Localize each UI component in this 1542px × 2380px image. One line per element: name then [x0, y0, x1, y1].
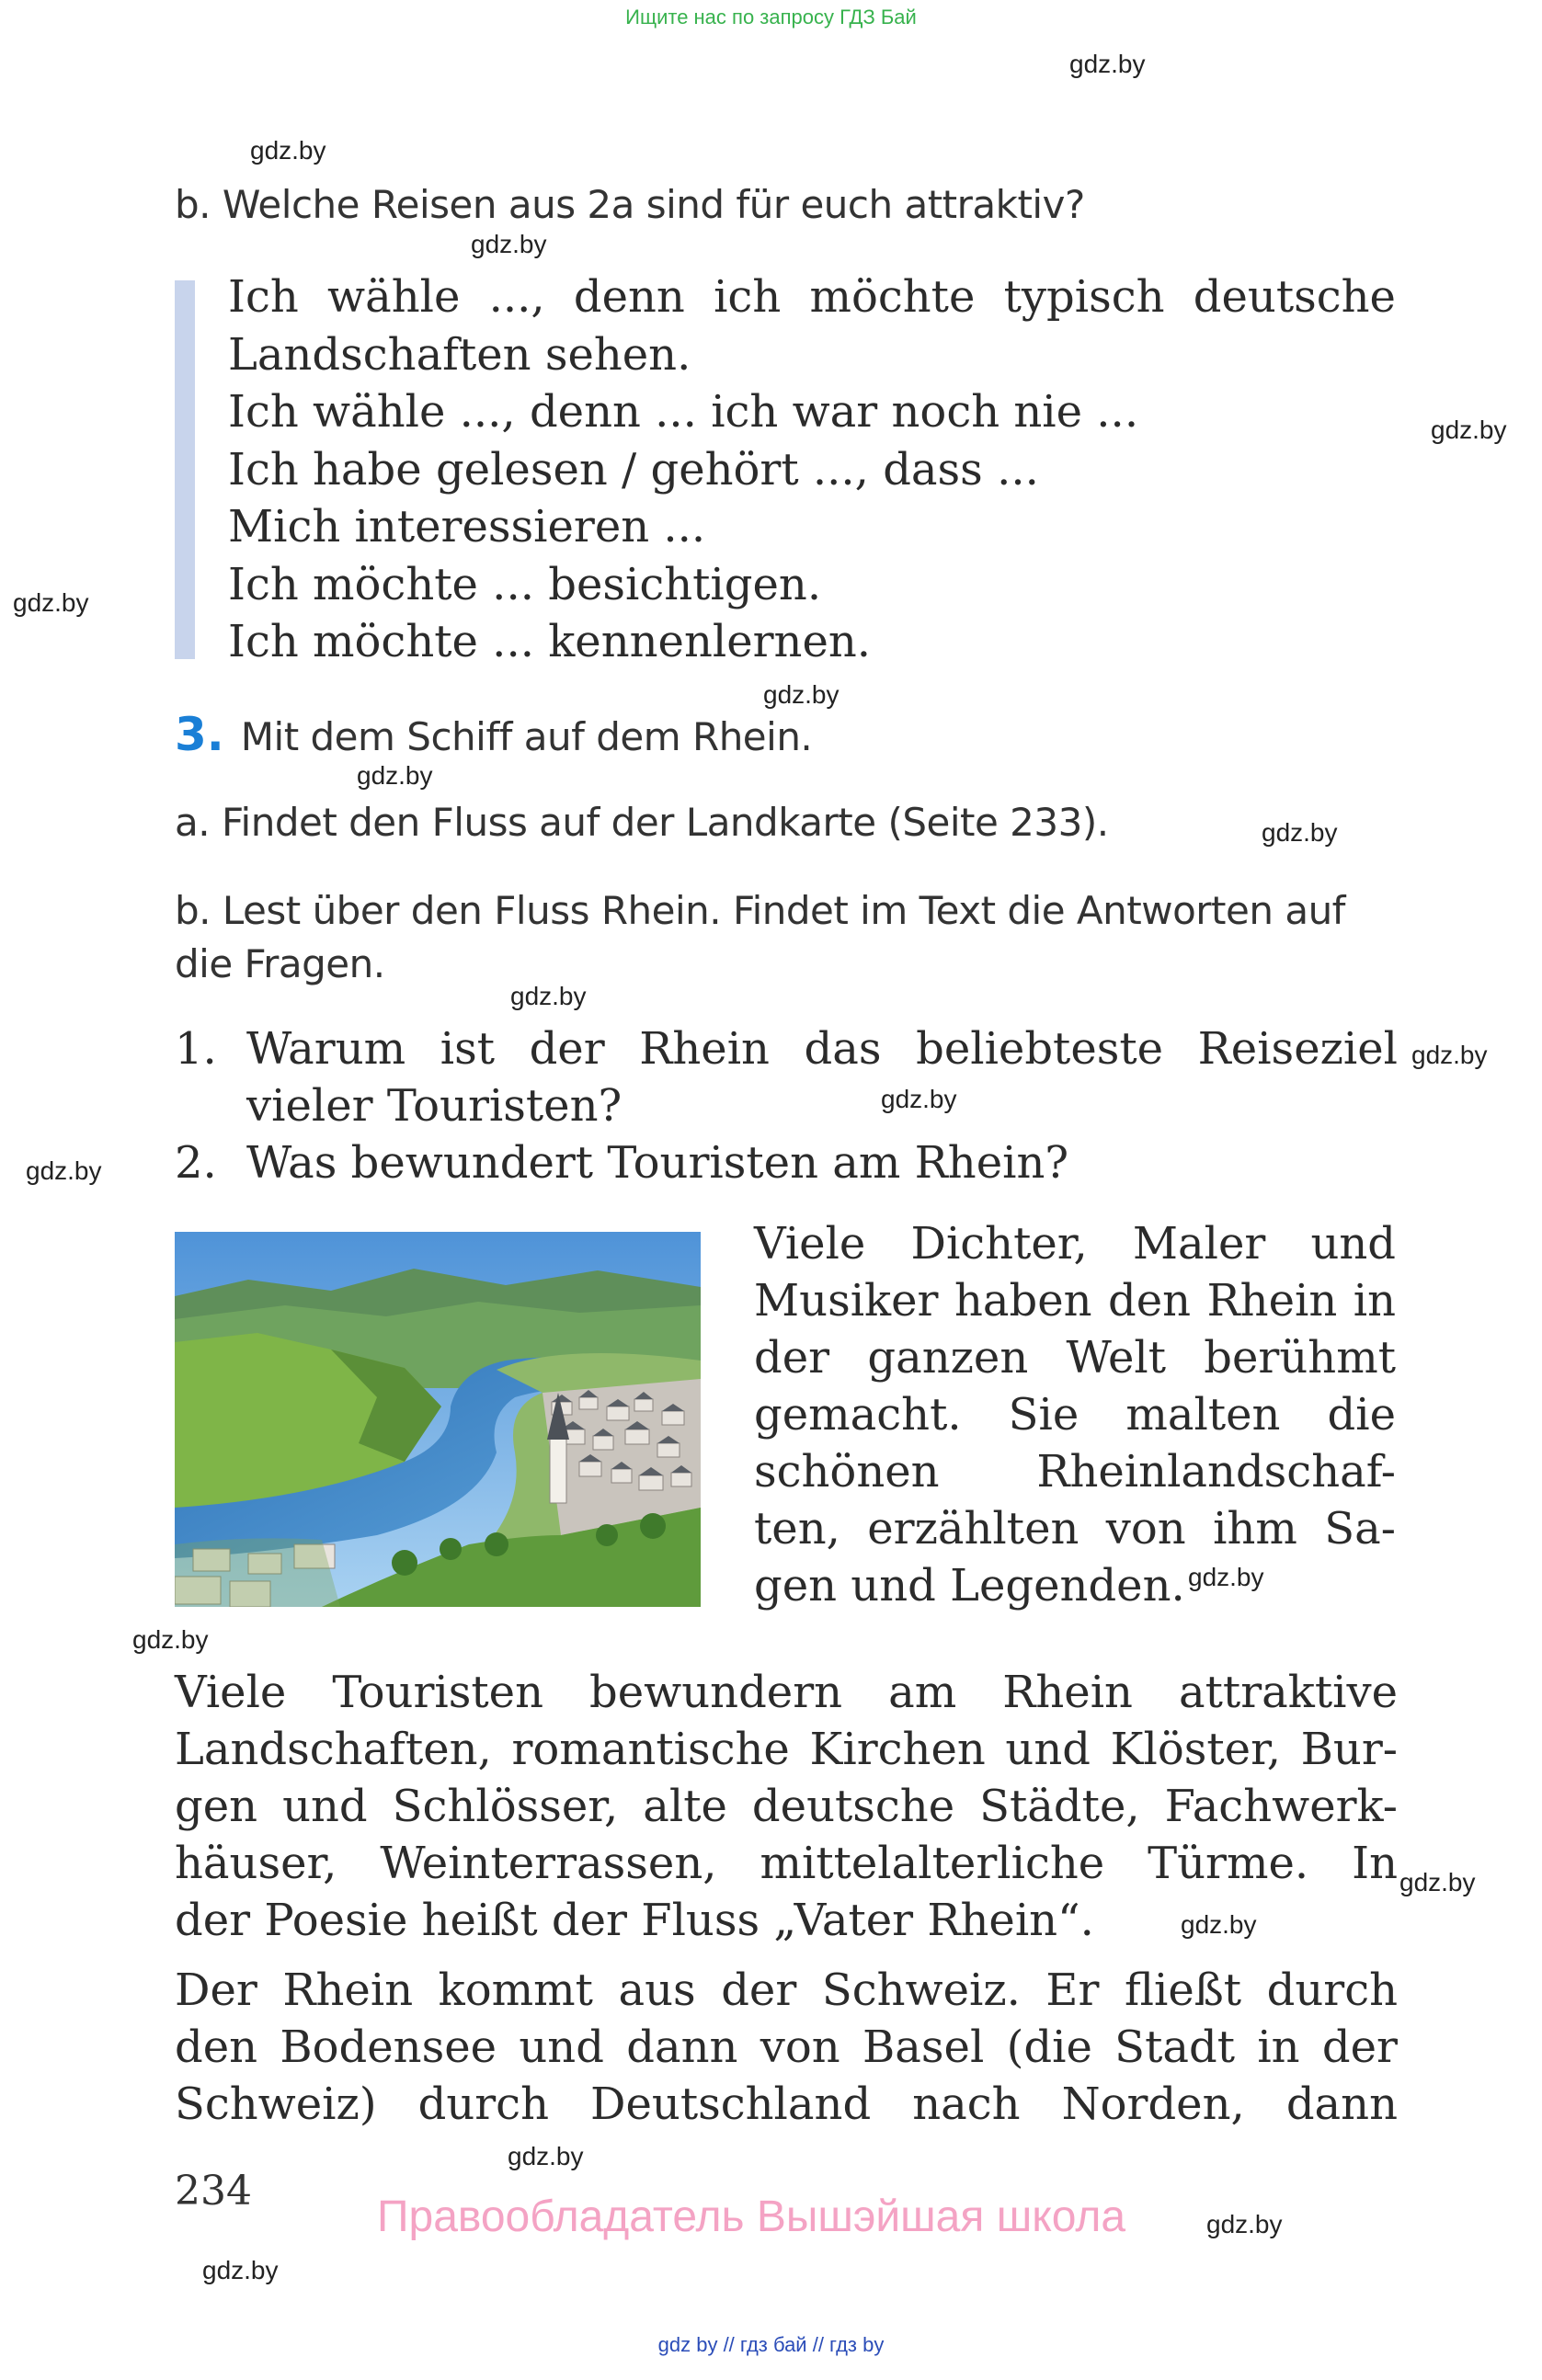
question-list [175, 1020, 1398, 1191]
phrase-line: Ich habe gelesen / gehört ..., dass ... [228, 443, 1039, 495]
question-item: 1. Warum ist der Rhein das beliebteste Reiseziel vieler Touristen? [175, 1020, 1398, 1134]
task-3-header [175, 708, 812, 761]
question-item: 2. Was bewundert Touristen am Rhein? [175, 1134, 1398, 1191]
watermark: gdz.by [1411, 1041, 1488, 1069]
phrase-line: Mich interessieren ... [228, 501, 706, 552]
task-number: 3. [175, 708, 224, 761]
copyright-notice: Правообладатель Вышэйшая школа [377, 2192, 1126, 2241]
watermark: gdz.by [132, 1625, 209, 1654]
phrase-box [228, 268, 1396, 671]
watermark: gdz.by [1188, 1563, 1264, 1591]
rhine-valley-photo [175, 1232, 701, 1607]
watermark: gdz.by [1181, 1910, 1257, 1939]
watermark: gdz.by [1431, 416, 1507, 444]
watermark: gdz.by [763, 680, 840, 709]
task-2b-title: b. Welche Reisen aus 2a sind für euch attraktiv? [175, 182, 1085, 227]
phrase-line: Ich möchte ... besichtigen. [228, 558, 822, 610]
task-3a: a. Findet den Fluss auf der Landkarte (Seite 233). [175, 800, 1109, 845]
watermark: gdz.by [1206, 2210, 1283, 2238]
watermark: gdz.by [13, 588, 89, 617]
watermark: gdz.by [1399, 1868, 1476, 1896]
task-3b: b. Lest über den Fluss Rhein. Findet im Text die Antworten auf die Fragen. [175, 888, 1345, 986]
watermark: gdz.by [357, 761, 433, 790]
bottom-links[interactable]: gdz by // гдз бай // гдз by [657, 2333, 885, 2356]
watermark: gdz.by [881, 1085, 957, 1113]
watermark: gdz.by [510, 982, 587, 1010]
watermark: gdz.by [1262, 818, 1338, 847]
task-3-title: Mit dem Schiff auf dem Rhein. [240, 714, 813, 759]
question-number: 2. [175, 1137, 217, 1189]
phrase-line: Ich wähle ..., denn ich möchte typisch deutsche [228, 271, 1396, 323]
phrase-line: Landschaften sehen. [228, 328, 691, 381]
question-number: 1. [175, 1023, 217, 1075]
text-beside-photo: Viele Dichter, Maler und Musiker haben den Rhein in der ganzen Welt berühmt gemacht. Sie malten die schönen Rheinlandschaf- ten, erzählten von ihm Sa- gen und Legenden. [754, 1218, 1396, 1611]
watermark: gdz.by [202, 2256, 279, 2284]
page-number: 234 [175, 2168, 252, 2215]
watermark: gdz.by [471, 230, 547, 258]
phrase-line: Ich wähle ..., denn ... ich war noch nie ... [228, 386, 1139, 438]
watermark: gdz.by [26, 1156, 102, 1185]
paragraph-1: Viele Touristen bewundern am Rhein attraktive Landschaften, romantische Kirchen und Klöster, Bur- gen und Schlösser, alte deutsche Städte, Fachwerk- häuser, Weinterrassen, mittelalterliche Türme. In der Poesie heißt der Fluss „Vater Rhein“. [175, 1667, 1398, 1946]
watermark: gdz.by [1069, 50, 1146, 78]
watermark: gdz.by [250, 136, 326, 165]
top-search-link[interactable]: Ищите нас по запросу ГДЗ Бай [625, 6, 917, 28]
phrase-box-bar [175, 280, 195, 659]
watermark: gdz.by [508, 2142, 584, 2170]
phrase-line: Ich möchte ... kennenlernen. [228, 616, 872, 667]
paragraph-2: Der Rhein kommt aus der Schweiz. Er fließt durch den Bodensee und dann von Basel (die Stadt in der Schweiz) durch Deutschland nach Norden, dann [175, 1964, 1398, 2130]
